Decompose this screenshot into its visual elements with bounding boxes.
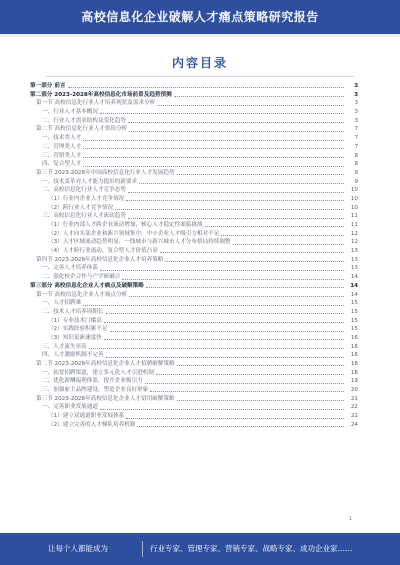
toc-entry[interactable] [30,99,358,108]
toc-entry-page: 7 [354,135,358,142]
toc-entry[interactable] [30,186,358,195]
toc-entry[interactable] [30,212,358,221]
toc-entry-title: 第三节 2023-2028年高校信息化企业人才留用破解策略 [36,395,175,402]
toc-entry-page: 3 [354,83,358,89]
toc-entry-title: 第三部分 高校信息化企业人才痛点及破解策略 [30,282,144,289]
toc-leader-dots [157,99,344,105]
toc-entry-title: 第二节 2023-2028年高校信息化企业人才招聘破解策略 [36,361,175,367]
toc-entry[interactable] [30,169,358,178]
toc-entry-page: 12 [350,230,358,237]
toc-entry-page: 11 [350,222,358,228]
toc-entry-page: 16 [350,343,358,350]
toc-entry[interactable] [30,308,358,317]
toc-entry[interactable] [30,256,358,265]
toc-entry[interactable] [30,273,358,282]
toc-entry-page: 18 [350,361,358,367]
toc-entry-page: 10 [350,195,358,202]
toc-entry[interactable] [30,160,358,169]
toc-leader-dots [177,360,344,366]
toc-leader-dots [83,299,344,305]
toc-leader-dots [221,230,344,236]
toc-entry-title: 一、技术变革对人才能力提出的新要求 [42,178,138,185]
toc-entry-page: 14 [350,291,358,298]
toc-entry[interactable] [30,317,358,326]
toc-leader-dots [122,273,344,279]
toc-entry-page: 10 [350,204,358,211]
toc-leader-dots [83,143,344,149]
toc-entry-page: 14 [350,282,358,289]
toc-entry-title: （4）人才跨行业流动，复合型人才价值凸显 [48,248,158,255]
table-of-contents [30,82,358,430]
toc-entry[interactable] [30,412,358,421]
toc-entry[interactable] [30,91,358,100]
toc-entry-title: 一、人才招聘难 [42,300,82,307]
toc-entry[interactable] [30,386,358,395]
toc-entry[interactable] [30,134,358,143]
toc-entry-title: （1）专业技术门槛高 [48,317,102,324]
toc-leader-dots [129,291,344,297]
toc-entry-page: 13 [350,248,358,255]
toc-leader-dots [126,412,344,418]
toc-entry-page: 16 [350,334,358,341]
toc-leader-dots [83,160,344,166]
toc-leader-dots [104,317,344,323]
toc-leader-dots [110,325,345,331]
toc-entry[interactable] [30,377,358,386]
toc-entry-title: 四、复合型人才 [42,161,82,168]
toc-entry[interactable] [30,238,358,247]
toc-entry-title: （2）建立完善的人才梯队培养机制 [48,421,136,428]
toc-entry-page: 7 [354,126,358,133]
toc-leader-dots [150,386,344,392]
toc-leader-dots [100,108,344,114]
toc-entry-title: 第一节 高校信息化行业人才培养现状及需求分析 [36,100,156,107]
toc-entry-title: （1）建立双通道职业发展体系 [48,413,125,420]
toc-leader-dots [104,334,344,340]
toc-entry[interactable] [30,325,358,334]
toc-leader-dots [68,82,344,88]
toc-entry-title: 一、拓宽招聘渠道，建立多元化人才引进机制 [42,369,154,376]
page-number: 1 [348,516,352,522]
toc-leader-dots [126,195,344,201]
toc-entry[interactable] [30,108,358,117]
toc-leader-dots [106,308,344,314]
toc-entry-title: 三、人才流失率高 [42,343,87,350]
toc-entry-page: 9 [354,178,358,185]
toc-entry-page: 20 [350,387,358,394]
toc-entry[interactable] [30,299,358,308]
toc-entry-title: 第一节 高校信息化企业人才痛点分析 [36,291,128,298]
toc-entry-title: 第二节 高校信息化行业人才供给分析 [36,126,128,133]
toc-leader-dots [160,247,344,253]
toc-leader-dots [83,152,344,158]
toc-entry[interactable] [30,247,358,256]
toc-entry-title: （2）人才向头部企业和新兴领域集中，中小企业人才吸引力相对不足 [48,230,220,237]
toc-entry-page: 3 [354,109,358,116]
toc-entry-page: 15 [350,326,358,333]
toc-entry-page: 10 [350,187,358,194]
toc-entry-title: （3）人才区域流动趋势明显，一线城市与新兴城市人才分布格局持续调整 [48,239,231,246]
toc-entry-title: 三、高校信息化行业人才流动趋势 [42,213,126,220]
toc-entry-title: （1）行业内部人才跨企业流动增加，核心人才稳定性面临挑战 [48,222,203,228]
toc-leader-dots [128,117,344,123]
toc-entry-page: 8 [354,152,358,159]
toc-entry-page: 12 [350,239,358,246]
toc-entry-page: 22 [350,413,358,420]
toc-entry-page: 16 [350,352,358,359]
toc-leader-dots [129,125,344,131]
toc-entry[interactable] [30,221,358,230]
toc-entry-title: 二、技术人才培养周期长 [42,308,104,315]
toc-entry-title: 第一部分 前言 [30,83,66,89]
toc-entry[interactable] [30,403,358,412]
toc-entry[interactable] [30,334,358,343]
toc-leader-dots [177,395,344,401]
toc-entry-title: 二、行业人才需求结构及变化趋势 [42,117,126,124]
toc-entry-title: （2）实践经验积累不足 [48,326,108,333]
toc-leader-dots [177,169,344,175]
toc-entry-page: 7 [354,143,358,150]
toc-leader-dots [205,221,344,227]
toc-entry-page: 3 [354,91,358,98]
toc-leader-dots [89,343,344,349]
toc-entry[interactable] [30,195,358,204]
toc-leader-dots [115,204,344,210]
toc-leader-dots [137,421,344,427]
toc-entry[interactable] [30,351,358,360]
header-divider [0,34,400,37]
toc-leader-dots [156,369,344,375]
toc-leader-dots [83,134,344,140]
toc-entry[interactable] [30,204,358,213]
toc-entry-title: （3）知识更新速度快 [48,334,102,341]
toc-entry-page: 11 [350,213,358,220]
toc-leader-dots [100,264,344,270]
toc-title-divider [46,76,354,77]
toc-entry[interactable] [30,291,358,300]
toc-leader-dots [100,403,344,409]
toc-entry[interactable] [30,125,358,134]
toc-entry-page: 22 [350,404,358,411]
toc-entry-page: 3 [354,100,358,107]
toc-entry[interactable] [30,369,358,378]
toc-entry-page: 13 [350,256,358,263]
toc-entry[interactable] [30,117,358,126]
toc-entry-page: 8 [354,161,358,168]
toc-entry-title: 一、技术类人才 [42,135,82,142]
toc-entry-page: 18 [350,369,358,376]
toc-entry[interactable] [30,395,358,404]
toc-leader-dots [174,91,344,97]
toc-entry[interactable] [30,360,358,369]
toc-entry[interactable] [30,264,358,273]
toc-entry-title: 一、行业人才基本概况 [42,109,98,116]
toc-entry-title: 二、优化薪酬福利体系，提升企业吸引力 [42,378,143,385]
toc-entry-title: 三、加强雇主品牌建设，塑造企业良好形象 [42,387,149,394]
toc-entry-title: 第三节 2023-2028年中国高校信息化行业人才发展趋势 [36,169,175,176]
toc-entry-title: 二、高校信息化行业人才竞争态势 [42,187,126,194]
toc-entry[interactable] [30,421,358,430]
toc-entry-title: 一、完善职业发展通道 [42,404,98,411]
toc-entry-title: 二、管理类人才 [42,143,82,150]
toc-entry-title: （1）行业内企业人才竞争情况 [48,195,125,202]
toc-leader-dots [139,178,344,184]
toc-leader-dots [106,351,344,357]
toc-entry-page: 21 [350,395,358,402]
toc-entry-page: 9 [354,169,358,176]
toc-title: 内容目录 [171,56,228,70]
toc-entry-title: 一、完善人才培养体系 [42,265,98,272]
toc-entry[interactable] [30,143,358,152]
report-title: 高校信息化企业破解人才痛点策略研究报告 [81,10,319,24]
toc-entry-page: 15 [350,300,358,307]
toc-leader-dots [128,186,344,192]
toc-entry-page: 13 [350,265,358,272]
toc-entry-page: 3 [354,117,358,124]
toc-entry[interactable] [30,178,358,187]
report-footer [0,533,400,565]
footer-slogan: 让每个人都能成为 [48,544,108,553]
toc-entry[interactable] [30,282,358,291]
toc-entry-title: 四、人才激励机制不完善 [42,352,104,359]
toc-entry-page: 24 [350,421,358,428]
toc-leader-dots [146,282,344,288]
toc-entry-title: 第四节 2023-2028年高校信息化企业人才培养策略 [36,256,164,263]
toc-leader-dots [128,212,344,218]
toc-leader-dots [165,256,344,262]
toc-entry[interactable] [30,82,358,91]
toc-entry[interactable] [30,230,358,239]
toc-entry-page: 15 [350,317,358,324]
toc-entry-title: 二、强化校企合作与产学研融合 [42,274,121,281]
toc-entry-page: 15 [350,308,358,315]
toc-entry[interactable] [30,152,358,161]
footer-tagline: 行业专家、管理专家、营销专家、战略专家、成功企业家…… [150,544,353,553]
toc-entry-page: 19 [350,378,358,385]
toc-entry[interactable] [30,343,358,352]
footer-divider [142,541,143,557]
toc-leader-dots [233,238,344,244]
report-header [0,0,400,34]
toc-entry-page: 14 [350,274,358,281]
toc-entry-title: 三、营销类人才 [42,152,82,159]
toc-leader-dots [145,377,344,383]
toc-entry-title: 第二部分 2023-2028年高校信息化市场前景及趋势预测 [30,91,172,98]
toc-entry-title: （2）跨行业人才竞争情况 [48,204,114,211]
